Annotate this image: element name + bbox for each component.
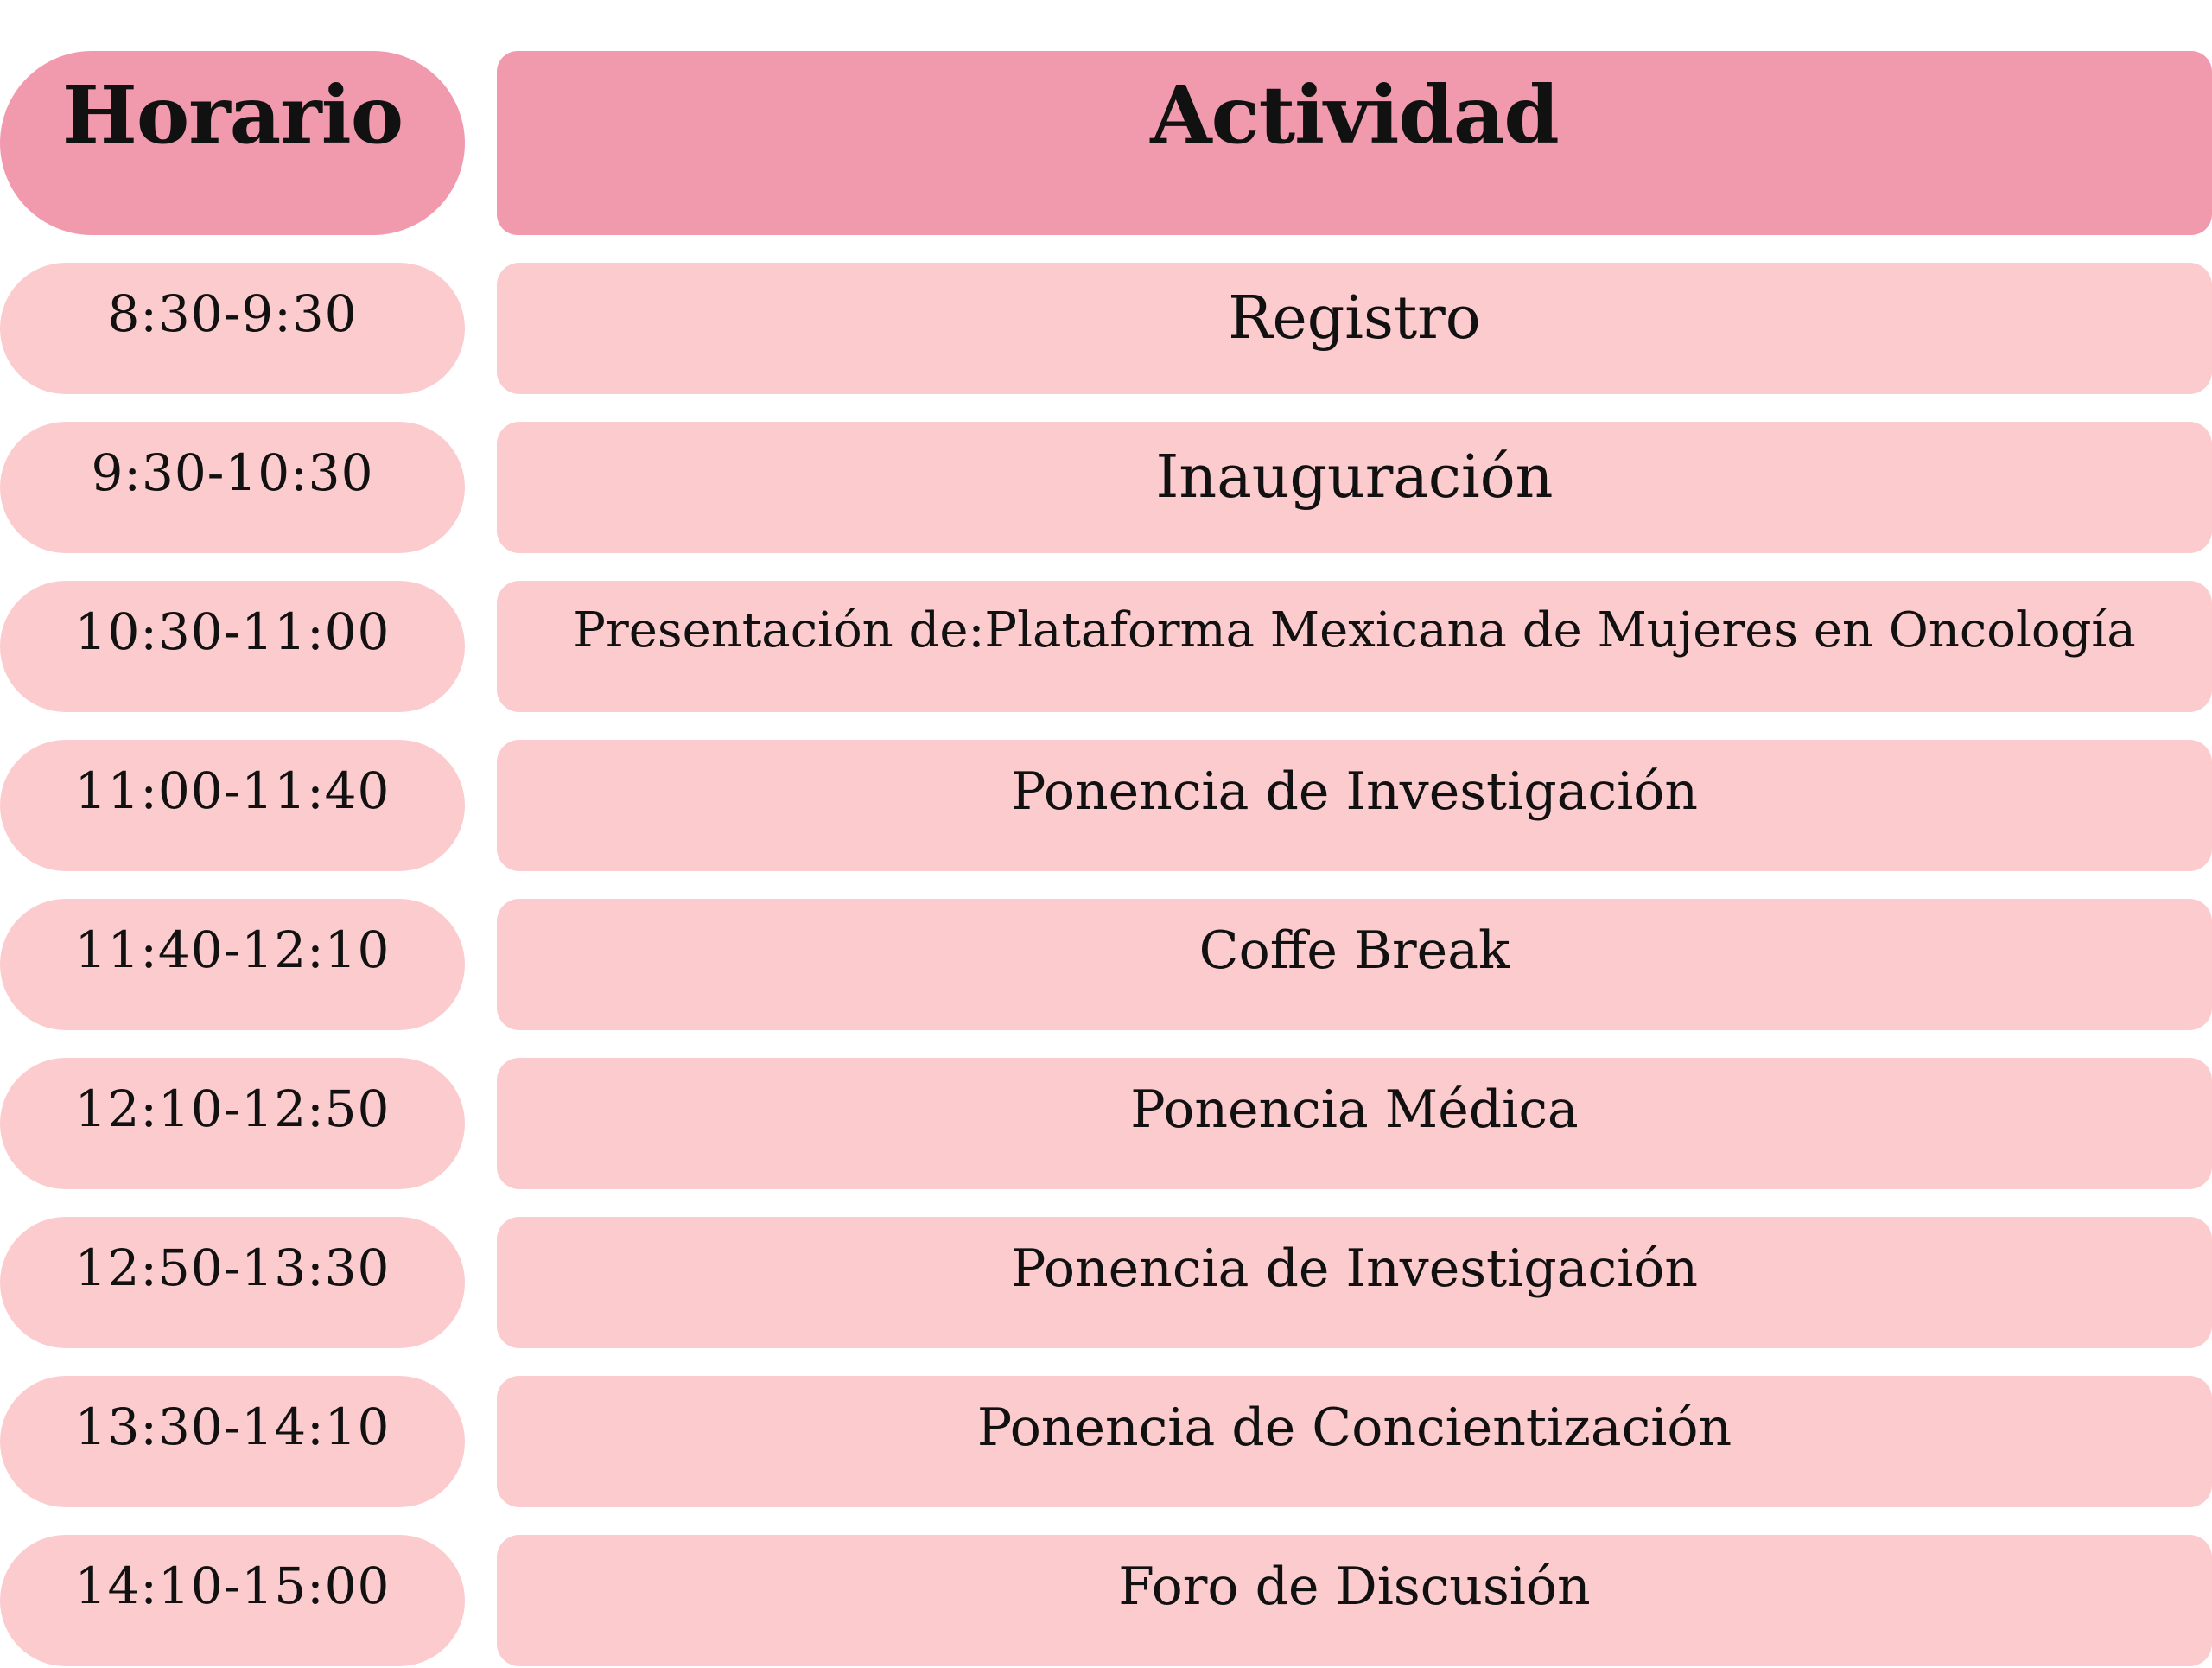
activity-cell [497, 422, 2212, 553]
activity-column-header [497, 51, 2212, 235]
time-cell [0, 1217, 465, 1348]
activity-cell [497, 1217, 2212, 1348]
time-label: 8:30-9:30 [107, 284, 358, 343]
time-label: 13:30-14:10 [74, 1397, 391, 1456]
table-row [0, 740, 2212, 871]
activity-label: Inauguración [1155, 443, 1554, 512]
time-label: 9:30-10:30 [91, 443, 374, 502]
table-row [0, 422, 2212, 553]
activity-cell [497, 1376, 2212, 1507]
time-column-header [0, 51, 465, 235]
activity-label: Ponencia de Investigación [1010, 761, 1699, 822]
activity-cell [497, 899, 2212, 1030]
activity-cell [497, 263, 2212, 394]
activity-label: Coffe Break [1198, 920, 1510, 981]
time-label: 11:40-12:10 [74, 920, 391, 979]
table-row [0, 1376, 2212, 1507]
time-cell [0, 1058, 465, 1189]
activity-cell [497, 1058, 2212, 1189]
time-cell [0, 899, 465, 1030]
header-row [0, 51, 2212, 235]
table-row [0, 263, 2212, 394]
time-cell [0, 1376, 465, 1507]
activity-label: Presentación de:Plataforma Mexicana de Mujeres en Oncología [573, 602, 2136, 659]
activity-label: Ponencia de Concientización [976, 1397, 1732, 1458]
time-cell [0, 740, 465, 871]
time-cell [0, 263, 465, 394]
time-cell [0, 1535, 465, 1666]
time-label: 14:10-15:00 [74, 1557, 391, 1615]
time-label: 12:50-13:30 [74, 1238, 391, 1297]
activity-column-header-label: Actividad [1150, 68, 1559, 162]
activity-cell [497, 740, 2212, 871]
activity-cell [497, 1535, 2212, 1666]
time-column-header-label: Horario [61, 68, 404, 162]
time-label: 10:30-11:00 [74, 602, 391, 661]
time-label: 11:00-11:40 [74, 761, 391, 820]
table-row [0, 581, 2212, 712]
activity-label: Ponencia de Investigación [1010, 1238, 1699, 1299]
activity-label: Foro de Discusión [1118, 1557, 1591, 1617]
activity-cell [497, 581, 2212, 712]
time-cell [0, 422, 465, 553]
table-row [0, 1217, 2212, 1348]
activity-label: Registro [1228, 284, 1481, 353]
time-cell [0, 581, 465, 712]
table-row [0, 1535, 2212, 1666]
time-label: 12:10-12:50 [74, 1079, 391, 1138]
table-row [0, 899, 2212, 1030]
table-row [0, 1058, 2212, 1189]
activity-label: Ponencia Médica [1130, 1079, 1579, 1140]
